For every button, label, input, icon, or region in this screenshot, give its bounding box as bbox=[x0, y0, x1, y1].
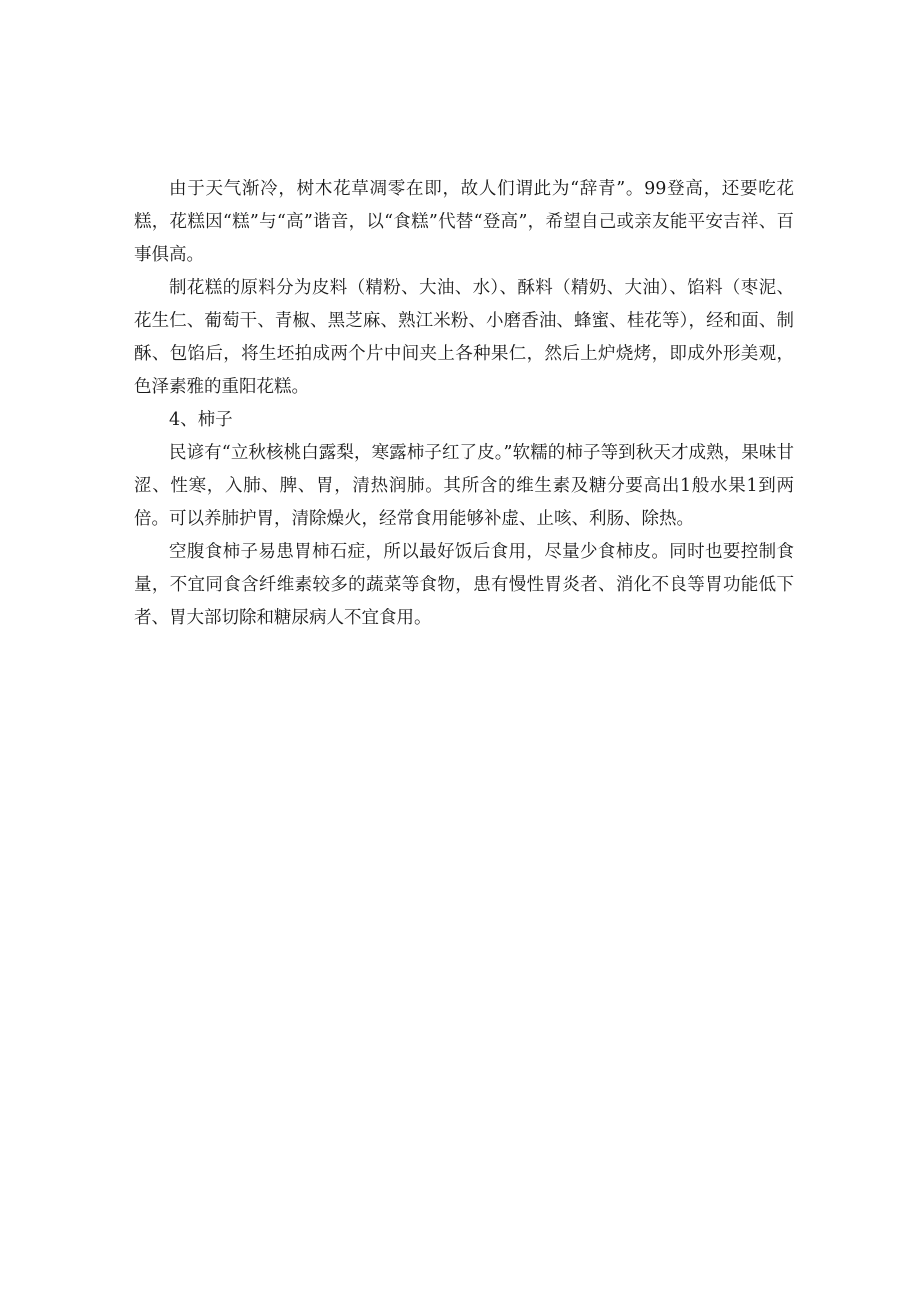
paragraph-persimmon-cautions: 空腹食柿子易患胃柿石症，所以最好饭后食用，尽量少食柿皮。同时也要控制食量，不宜同食含纤维素较多的蔬菜等食物，患有慢性胃炎者、消化不良等胃功能低下者、胃大部切除和糖尿病人不宜食用。 bbox=[134, 542, 794, 628]
section-heading-persimmon: 4、柿子 bbox=[169, 410, 233, 430]
document-body bbox=[134, 173, 794, 635]
paragraph-persimmon-benefits: 民谚有“立秋核桃白露梨，寒露柿子红了皮。”软糯的柿子等到秋天才成熟，果味甘涩、性寒，入肺、脾、胃，清热润肺。其所含的维生素及糖分要高出1般水果1到两倍。可以养肺护胃，清除燥火，经常食用能够补虚、止咳、利肠、除热。 bbox=[134, 443, 794, 529]
paragraph-chongyang-cake-intro: 由于天气渐冷，树木花草凋零在即，故人们谓此为“辞青”。99登高，还要吃花糕，花糕因“糕”与“高”谐音，以“食糕”代替“登高”，希望自己或亲友能平安吉祥、百事俱高。 bbox=[134, 179, 794, 265]
paragraph-chongyang-cake-recipe: 制花糕的原料分为皮料（精粉、大油、水）、酥料（精奶、大油）、馅料（枣泥、花生仁、葡萄干、青椒、黑芝麻、熟江米粉、小磨香油、蜂蜜、桂花等），经和面、制酥、包馅后，将生坯拍成两个片中间夹上各种果仁，然后上炉烧烤，即成外形美观，色泽素雅的重阳花糕。 bbox=[134, 278, 794, 397]
